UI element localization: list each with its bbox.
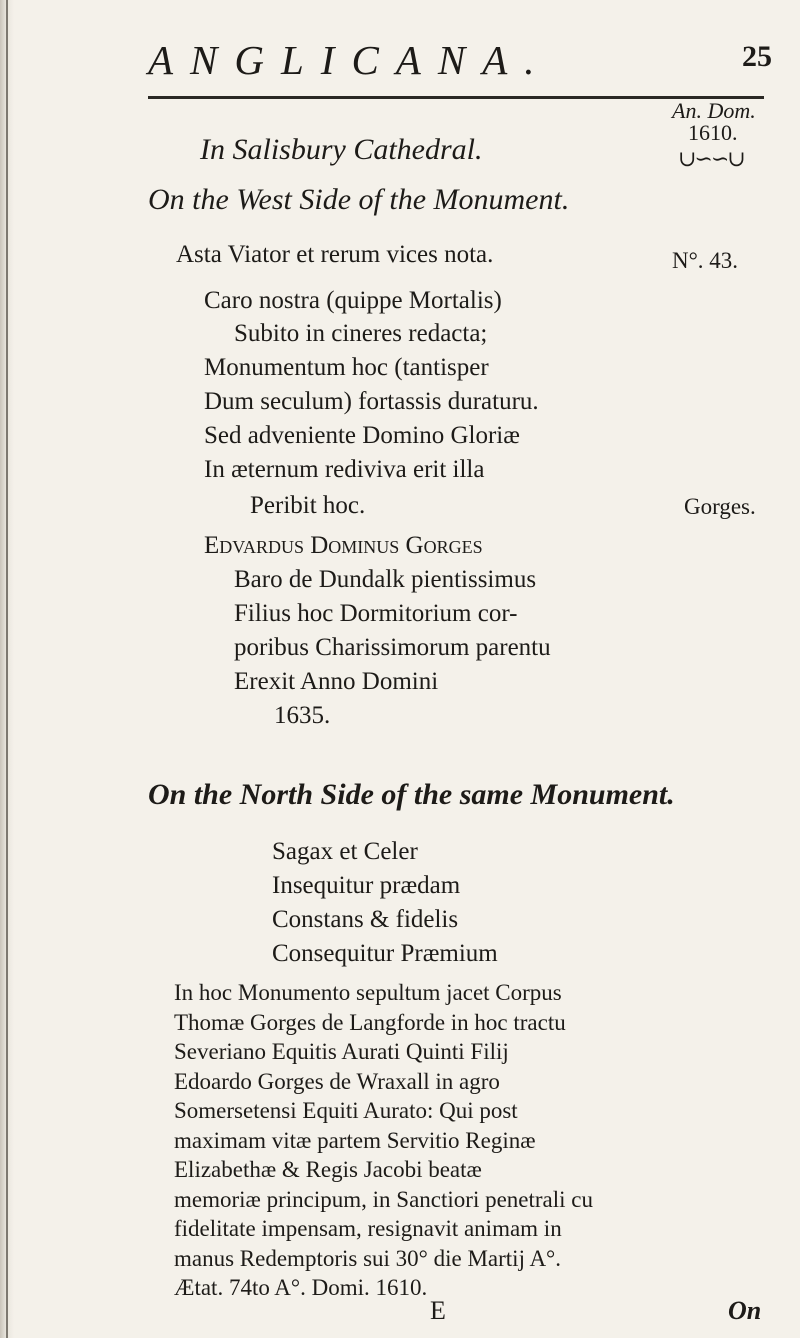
inscription-line: Subito in cineres redacta; [234, 320, 488, 347]
signature-mark: E [430, 1296, 446, 1325]
running-head: ANGLICANA. [148, 37, 552, 83]
inscription-line: 1635. [274, 702, 331, 729]
west-side-heading: On the West Side of the Monument. [148, 183, 570, 216]
inscription-line: Erexit Anno Domini [234, 668, 439, 695]
north-side-heading: On the North Side of the same Monument. [148, 778, 675, 811]
prose-line: Elizabethæ & Regis Jacobi beatæ [174, 1157, 482, 1182]
catchword: On [728, 1296, 762, 1325]
prose-line: fidelitate impensam, resignavit animam in [174, 1216, 562, 1241]
verse-line: Sagax et Celer [272, 838, 418, 865]
location-heading: In Salisbury Cathedral. [200, 133, 483, 166]
verse-line: Consequitur Præmium [272, 940, 498, 967]
margin-ornament: ∪∽∽∪ [678, 146, 744, 171]
inscription-line: Monumentum hoc (tantisper [204, 354, 489, 381]
verse-line: Constans & fidelis [272, 906, 459, 933]
page-number: 25 [742, 40, 772, 73]
margin-year: 1610. [688, 120, 738, 145]
inscription-line: Edvardus Dominus Gorges [204, 532, 483, 559]
prose-line: memoriæ principum, in Sanctiori penetrali cu [174, 1186, 594, 1212]
margin-family-name: Gorges. [684, 494, 756, 519]
inscription-line: Filius hoc Dormitorium cor- [234, 600, 518, 627]
prose-line: manus Redemptoris sui 30° die Martij A°. [174, 1245, 562, 1271]
inscription-line: Peribit hoc. [250, 492, 366, 519]
page-gutter [0, 0, 14, 1338]
prose-line: Somersetensi Equiti Aurato: Qui post [174, 1098, 518, 1123]
inscription-line: Baro de Dundalk pientissimus [234, 566, 537, 593]
inscription-line: Dum seculum) fortassis duraturu. [204, 388, 539, 415]
prose-line: Edoardo Gorges de Wraxall in agro [174, 1068, 500, 1094]
inscription-line: Sed adveniente Domino Gloriæ [204, 422, 520, 449]
inscription-line: In æternum rediviva erit illa [204, 456, 485, 483]
prose-line: Thomæ Gorges de Langforde in hoc tractu [174, 1009, 566, 1035]
inscription-line: Caro nostra (quippe Mortalis) [204, 287, 502, 314]
prose-line: Ætat. 74to A°. Domi. 1610. [174, 1275, 428, 1300]
margin-entry-number: N°. 43. [672, 248, 739, 273]
prose-line: maximam vitæ partem Servitio Reginæ [174, 1127, 536, 1153]
inscription-line: poribus Charissimorum parentu [234, 634, 551, 661]
prose-line: In hoc Monumento sepultum jacet Corpus [174, 980, 562, 1005]
prose-line: Severiano Equitis Aurati Quinti Filij [174, 1039, 509, 1064]
margin-anno-domini: An. Dom. [672, 98, 756, 123]
inscription-line: Asta Viator et rerum vices nota. [176, 241, 494, 268]
verse-line: Insequitur prædam [272, 872, 461, 899]
